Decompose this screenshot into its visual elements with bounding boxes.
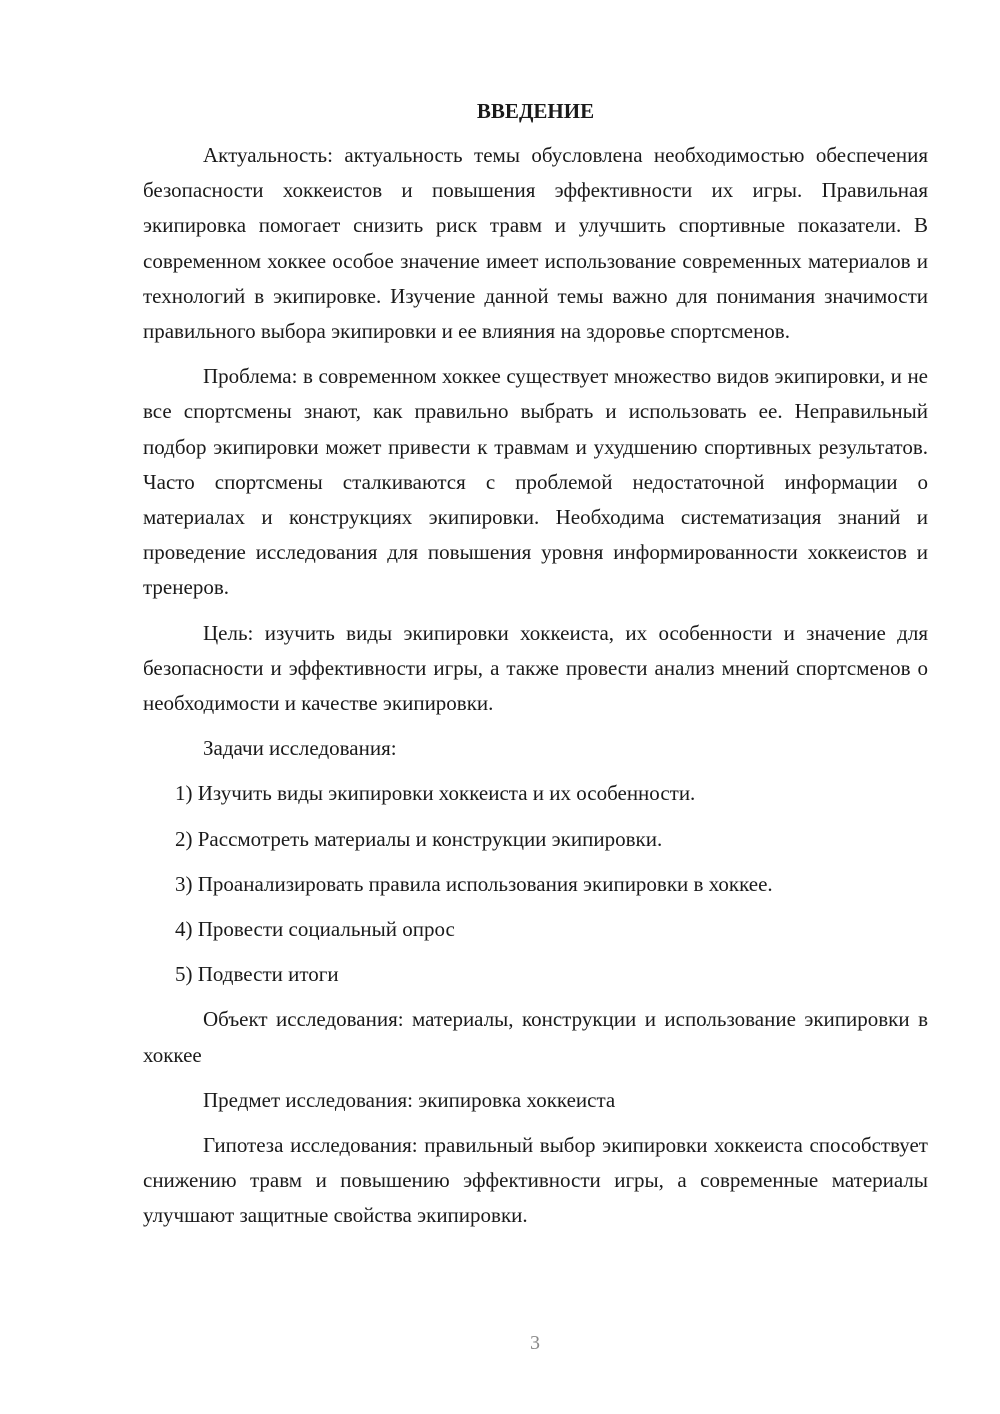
subject-paragraph: Предмет исследования: экипировка хоккеиста (203, 1087, 616, 1112)
task-item: 5) Подвести итоги (175, 962, 339, 987)
goal-paragraph: Цель: изучить виды экипировки хоккеиста, их особенности и значение для безопасности и эффективности игры, а также провести анализ мнений спортсменов о необходимости и качестве экипировки. (143, 620, 928, 716)
hypothesis-paragraph: Гипотеза исследования: правильный выбор экипировки хоккеиста способствует снижению травм и повышению эффективности игры, а современные материалы улучшают защитные свойства экипировки. (143, 1133, 928, 1228)
task-item: 1) Изучить виды экипировки хоккеиста и их особенности. (175, 781, 696, 806)
page-number: 3 (530, 1332, 540, 1354)
page-content (143, 96, 928, 1244)
task-item: 3) Проанализировать правила использования экипировки в хоккее. (175, 871, 773, 896)
relevance-paragraph: Актуальность: актуальность темы обусловлена необходимостью обеспечения безопасности хоккеистов и повышения эффективности их игры. Правильная экипировка помогает снизить риск травм и улучшить спортивные показатели. В современном хоккее особое значение имеет использование современных материалов и технологий в экипировке. Изучение данной темы важно для понимания значимости правильного выбора экипировки и ее влияния на здоровье спортсменов. (143, 143, 928, 344)
task-item: 4) Провести социальный опрос (175, 917, 455, 942)
tasks-heading: Задачи исследования: (203, 736, 397, 761)
task-item: 2) Рассмотреть материалы и конструкции экипировки. (175, 826, 663, 851)
section-title: ВВЕДЕНИЕ (476, 99, 595, 123)
object-paragraph: Объект исследования: материалы, конструкции и использование экипировки в хоккее (143, 1007, 928, 1067)
problem-paragraph: Проблема: в современном хоккее существует множество видов экипировки, и не все спортсмены знают, как правильно выбрать и использовать ее. Неправильный подбор экипировки может привести к травмам и ухудшению спортивных результатов. Часто спортсмены сталкиваются с проблемой недостаточной информации о материалах и конструкциях экипировки. Необходима систематизация знаний и проведение исследования для повышения уровня информированности хоккеистов и тренеров. (143, 364, 928, 600)
tasks-list (143, 776, 928, 992)
